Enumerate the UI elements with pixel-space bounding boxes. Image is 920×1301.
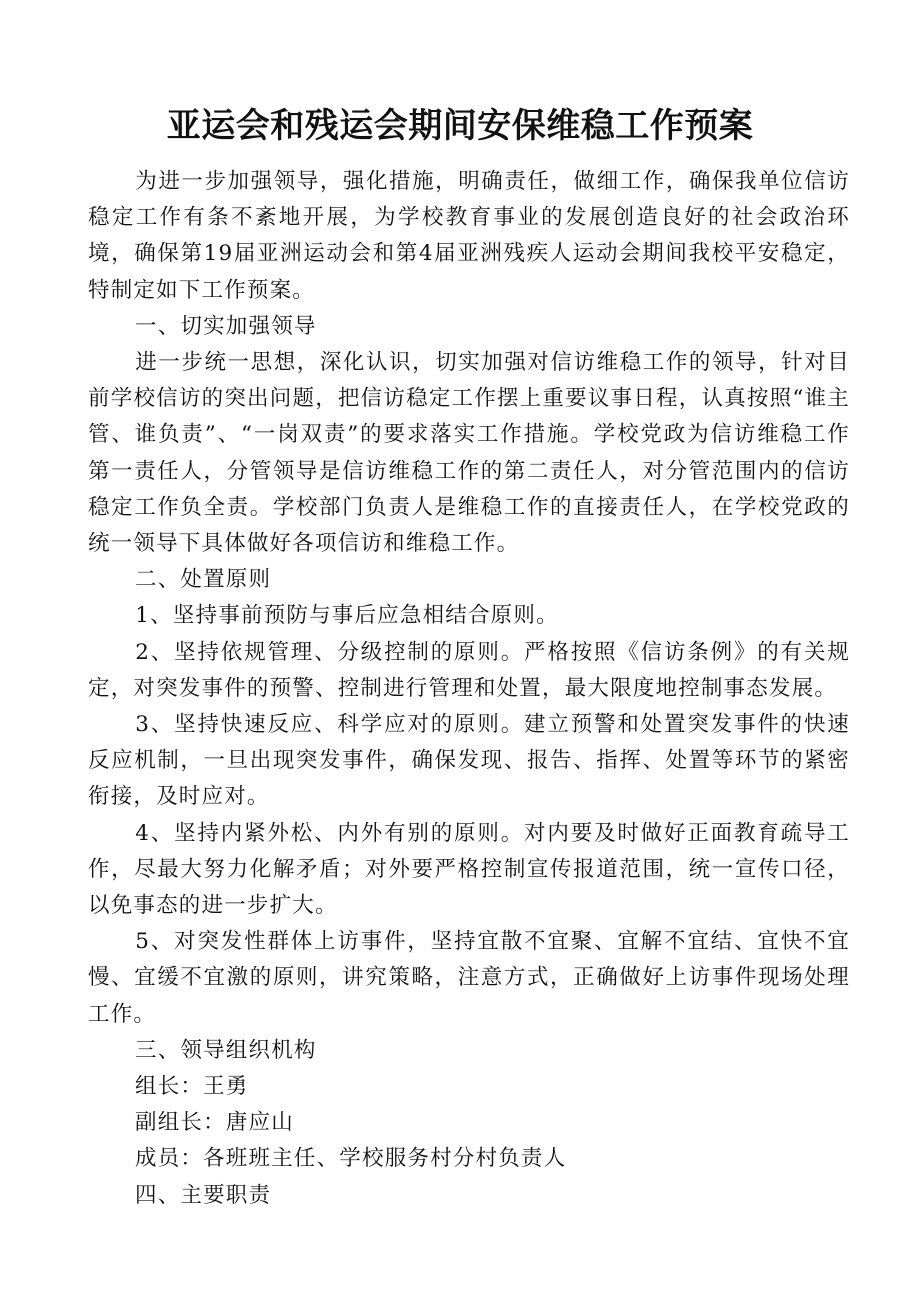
section-heading-duties: 四、主要职责 <box>135 1182 272 1208</box>
deputy-leader-line: 副组长：唐应山 <box>135 1110 294 1136</box>
document-title: 亚运会和残运会期间安保维稳工作预案 <box>166 106 754 146</box>
principle-item-4: 4、坚持内紧外松、内外有别的原则。对内要及时做好正面教育疏导工作，尽最大努力化解矛盾；对外要严格控制宣传报道范围，统一宣传口径，以免事态的进一步扩大。 <box>88 820 850 919</box>
principle-item-3: 3、坚持快速反应、科学应对的原则。建立预警和处置突发事件的快速反应机制，一旦出现突发事件，确保发现、报告、指挥、处置等环节的紧密衔接，及时应对。 <box>88 712 850 810</box>
section-heading-principles: 二、处置原则 <box>135 567 272 593</box>
principle-item-1: 1、坚持事前预防与事后应急相结合原则。 <box>135 603 559 629</box>
principle-item-5: 5、对突发性群体上访事件，坚持宜散不宜聚、宜解不宜结、宜快不宜慢、宜缓不宜激的原则，讲究策略，注意方式，正确做好上访事件现场处理工作。 <box>88 929 850 1027</box>
leadership-paragraph: 进一步统一思想，深化认识，切实加强对信访维稳工作的领导，针对目前学校信访的突出问题，把信访稳定工作摆上重要议事日程，认真按照“谁主管、谁负责”、“一岗双责”的要求落实工作措施。学校党政为信访维稳工作第一责任人，分管领导是信访维稳工作的第二责任人，对分管范围内的信访稳定工作负全责。学校部门负责人是维稳工作的直接责任人，在学校党政的统一领导下具体做好各项信访和维稳工作。 <box>88 350 850 557</box>
section-heading-organization: 三、领导组织机构 <box>135 1037 317 1063</box>
group-leader-line: 组长：王勇 <box>135 1074 249 1100</box>
members-line: 成员：各班班主任、学校服务村分村负责人 <box>135 1146 567 1172</box>
principle-item-2: 2、坚持依规管理、分级控制的原则。严格按照《信访条例》的有关规定，对突发事件的预警、控制进行管理和处置，最大限度地控制事态发展。 <box>88 639 850 701</box>
section-heading-leadership: 一、切实加强领导 <box>135 313 317 339</box>
document-body <box>88 164 850 1214</box>
intro-paragraph: 为进一步加强领导，强化措施，明确责任，做细工作，确保我单位信访稳定工作有条不紊地开展，为学校教育事业的发展创造良好的社会政治环境，确保第19届亚洲运动会和第4届亚洲残疾人运动会期间我校平安稳定，特制定如下工作预案。 <box>88 169 850 303</box>
